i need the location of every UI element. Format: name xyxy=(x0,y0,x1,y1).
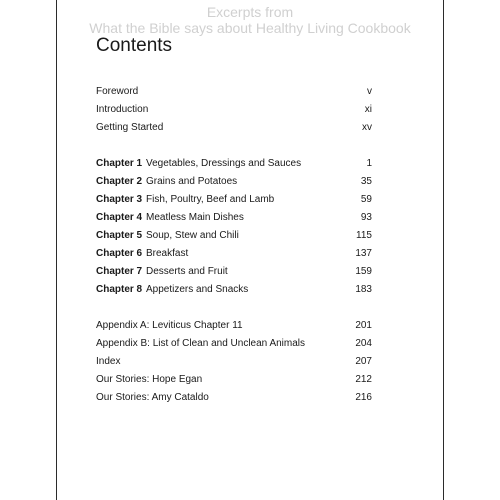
toc-entry-introduction xyxy=(96,103,372,117)
toc-entry-index xyxy=(96,355,372,369)
chapter-number: Chapter 2 xyxy=(96,176,143,187)
chapter-title: Desserts and Fruit xyxy=(146,266,228,277)
chapter-page: 137 xyxy=(355,248,372,259)
toc-entry-page: 212 xyxy=(355,374,372,385)
toc-entry-our-stories-amy-cataldo xyxy=(96,391,372,405)
page-border-right xyxy=(443,0,444,500)
toc-entry-label: Our Stories: Amy Cataldo xyxy=(96,392,209,403)
chapter-number: Chapter 7 xyxy=(96,266,143,277)
chapter-title: Breakfast xyxy=(146,248,189,259)
page-border-left xyxy=(56,0,57,500)
toc-entry-foreword xyxy=(96,85,372,99)
watermark-line-2: What the Bible says about Healthy Living Cookbook xyxy=(89,20,411,36)
chapter-title: Soup, Stew and Chili xyxy=(146,230,239,241)
chapter-page: 115 xyxy=(356,230,372,241)
watermark-line-1: Excerpts from xyxy=(206,4,294,20)
toc-entry-label: Index xyxy=(96,356,121,367)
chapter-title: Vegetables, Dressings and Sauces xyxy=(146,158,302,169)
chapter-page: 35 xyxy=(360,176,372,187)
toc-entry-appendix-b xyxy=(96,337,372,351)
chapter-page: 183 xyxy=(355,284,372,295)
chapter-page: 1 xyxy=(366,158,372,169)
chapter-number: Chapter 1 xyxy=(96,158,143,169)
toc-entry-page: 201 xyxy=(355,320,372,331)
toc-entry-our-stories-hope-egan xyxy=(96,373,372,387)
toc-chapter-8 xyxy=(96,283,372,297)
toc-entry-label: Appendix B: List of Clean and Unclean Animals xyxy=(96,338,306,349)
chapter-number: Chapter 5 xyxy=(96,230,143,241)
chapter-page: 93 xyxy=(360,212,372,223)
chapter-number: Chapter 4 xyxy=(96,212,143,223)
chapter-title: Appetizers and Snacks xyxy=(146,284,249,295)
toc-entry-label: Getting Started xyxy=(96,122,164,133)
chapter-title: Meatless Main Dishes xyxy=(146,212,244,223)
page-title: Contents xyxy=(96,35,173,56)
toc-entry-appendix-a xyxy=(96,319,372,333)
toc-entry-page: xv xyxy=(362,122,372,133)
toc-chapter-1 xyxy=(96,157,372,171)
toc-entry-page: xi xyxy=(364,104,372,115)
toc-entry-label: Our Stories: Hope Egan xyxy=(96,374,203,385)
toc-entry-label: Introduction xyxy=(96,104,149,115)
chapter-number: Chapter 3 xyxy=(96,194,143,205)
chapter-page: 59 xyxy=(360,194,372,205)
toc-chapter-2 xyxy=(96,175,372,189)
toc-entry-page: 207 xyxy=(355,356,372,367)
toc-chapter-3 xyxy=(96,193,372,207)
toc-chapter-6 xyxy=(96,247,372,261)
chapter-number: Chapter 8 xyxy=(96,284,143,295)
toc-chapter-5 xyxy=(96,229,372,243)
toc-chapter-4 xyxy=(96,211,372,225)
chapter-title: Fish, Poultry, Beef and Lamb xyxy=(146,194,275,205)
toc-entry-label: Appendix A: Leviticus Chapter 11 xyxy=(96,320,243,331)
toc-entry-page: 204 xyxy=(355,338,372,349)
chapter-page: 159 xyxy=(355,266,372,277)
toc-entry-getting-started xyxy=(96,121,372,135)
chapter-title: Grains and Potatoes xyxy=(146,176,238,187)
chapter-number: Chapter 6 xyxy=(96,248,143,259)
toc-chapter-7 xyxy=(96,265,372,279)
toc-entry-label: Foreword xyxy=(96,86,139,97)
toc-entry-page: v xyxy=(367,86,372,97)
toc-entry-page: 216 xyxy=(355,392,372,403)
